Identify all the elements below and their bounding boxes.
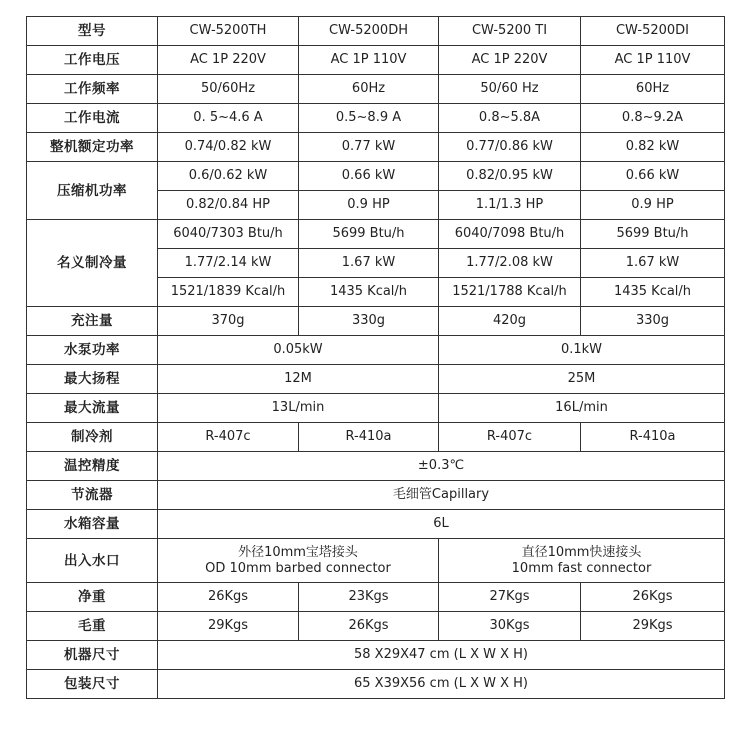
- row-label: 型号: [27, 17, 158, 46]
- row-label: 水泵功率: [27, 336, 158, 365]
- cell-value: 6L: [158, 510, 725, 539]
- row-refrigerant: [27, 423, 725, 452]
- cell-value: 26Kgs: [581, 583, 725, 612]
- row-label: 包装尺寸: [27, 670, 158, 699]
- cell-value: 0.1kW: [439, 336, 725, 365]
- cell-value: 13L/min: [158, 394, 439, 423]
- cell-value: 1.77/2.08 kW: [439, 249, 581, 278]
- row-voltage: [27, 46, 725, 75]
- row-label: 水箱容量: [27, 510, 158, 539]
- cell-value: 1.67 kW: [299, 249, 439, 278]
- cell-value: R-410a: [581, 423, 725, 452]
- cell-value: R-410a: [299, 423, 439, 452]
- row-label: 制冷剂: [27, 423, 158, 452]
- cell-value: 23Kgs: [299, 583, 439, 612]
- row-model: [27, 17, 725, 46]
- cell-value: 1521/1839 Kcal/h: [158, 278, 299, 307]
- cell-value: 0.74/0.82 kW: [158, 133, 299, 162]
- cell-value: 330g: [581, 307, 725, 336]
- cell-value: ±0.3℃: [158, 452, 725, 481]
- cell-value: 0.82/0.95 kW: [439, 162, 581, 191]
- cell-value: 1.77/2.14 kW: [158, 249, 299, 278]
- cell-value: 26Kgs: [158, 583, 299, 612]
- cell-value: 5699 Btu/h: [581, 220, 725, 249]
- cell-value: 60Hz: [299, 75, 439, 104]
- row-label: 净重: [27, 583, 158, 612]
- cell-value: 0.05kW: [158, 336, 439, 365]
- cell-value: 26Kgs: [299, 612, 439, 641]
- row-label: 工作频率: [27, 75, 158, 104]
- row-cooling-btu: [27, 220, 725, 249]
- cell-value: 0.77 kW: [299, 133, 439, 162]
- cell-value: 0.82/0.84 HP: [158, 191, 299, 220]
- cell-value: 1521/1788 Kcal/h: [439, 278, 581, 307]
- cell-value: 0. 5~4.6 A: [158, 104, 299, 133]
- cell-value: AC 1P 220V: [158, 46, 299, 75]
- row-frequency: [27, 75, 725, 104]
- connector-text-cn: 外径10mm宝塔接头: [238, 544, 358, 560]
- cell-value: 25M: [439, 365, 725, 394]
- cell-value: R-407c: [439, 423, 581, 452]
- cell-value: 50/60Hz: [158, 75, 299, 104]
- row-label: 压缩机功率: [27, 162, 158, 220]
- cell-value: 50/60 Hz: [439, 75, 581, 104]
- connector-text-en: 10mm fast connector: [511, 560, 652, 576]
- cell-value: 0.8~5.8A: [439, 104, 581, 133]
- cell-value: R-407c: [158, 423, 299, 452]
- row-label: 充注量: [27, 307, 158, 336]
- spec-table: [26, 16, 725, 699]
- row-label: 名义制冷量: [27, 220, 158, 307]
- cell-value: 0.9 HP: [581, 191, 725, 220]
- cell-value: 16L/min: [439, 394, 725, 423]
- cell-value: 0.6/0.62 kW: [158, 162, 299, 191]
- cell-value: AC 1P 110V: [299, 46, 439, 75]
- cell-value: 毛细管Capillary: [158, 481, 725, 510]
- connector-text-en: OD 10mm barbed connector: [205, 560, 391, 576]
- cell-value: 12M: [158, 365, 439, 394]
- row-current: [27, 104, 725, 133]
- cell-value: 1435 Kcal/h: [299, 278, 439, 307]
- model-name: CW-5200TH: [158, 17, 299, 46]
- cell-value: 0.77/0.86 kW: [439, 133, 581, 162]
- cell-value: 0.5~8.9 A: [299, 104, 439, 133]
- row-package-size: [27, 670, 725, 699]
- cell-value: 0.66 kW: [299, 162, 439, 191]
- cell-value: 0.9 HP: [299, 191, 439, 220]
- cell-value: 1.67 kW: [581, 249, 725, 278]
- model-name: CW-5200 TI: [439, 17, 581, 46]
- row-label: 机器尺寸: [27, 641, 158, 670]
- cell-value: 420g: [439, 307, 581, 336]
- row-charge: [27, 307, 725, 336]
- model-name: CW-5200DH: [299, 17, 439, 46]
- cell-value: 6040/7303 Btu/h: [158, 220, 299, 249]
- row-max-flow: [27, 394, 725, 423]
- cell-value: 58 X29X47 cm (L X W X H): [158, 641, 725, 670]
- cell-value: [158, 539, 439, 583]
- cell-value: 5699 Btu/h: [299, 220, 439, 249]
- cell-value: 27Kgs: [439, 583, 581, 612]
- row-precision: [27, 452, 725, 481]
- row-gross-weight: [27, 612, 725, 641]
- row-inlet-outlet: [27, 539, 725, 583]
- row-throttle: [27, 481, 725, 510]
- row-label: 出入水口: [27, 539, 158, 583]
- cell-value: 0.8~9.2A: [581, 104, 725, 133]
- cell-value: 29Kgs: [158, 612, 299, 641]
- cell-value: 60Hz: [581, 75, 725, 104]
- cell-value: 6040/7098 Btu/h: [439, 220, 581, 249]
- row-label: 温控精度: [27, 452, 158, 481]
- cell-value: 1435 Kcal/h: [581, 278, 725, 307]
- row-label: 节流器: [27, 481, 158, 510]
- row-machine-size: [27, 641, 725, 670]
- row-label: 工作电压: [27, 46, 158, 75]
- row-net-weight: [27, 583, 725, 612]
- cell-value: 370g: [158, 307, 299, 336]
- cell-value: AC 1P 110V: [581, 46, 725, 75]
- row-label: 整机额定功率: [27, 133, 158, 162]
- row-pump-power: [27, 336, 725, 365]
- connector-text-cn: 直径10mm快速接头: [521, 544, 642, 560]
- cell-value: 1.1/1.3 HP: [439, 191, 581, 220]
- cell-value: 0.66 kW: [581, 162, 725, 191]
- model-name: CW-5200DI: [581, 17, 725, 46]
- row-tank: [27, 510, 725, 539]
- cell-value: AC 1P 220V: [439, 46, 581, 75]
- row-label: 工作电流: [27, 104, 158, 133]
- cell-value: 330g: [299, 307, 439, 336]
- cell-value: [439, 539, 725, 583]
- cell-value: 29Kgs: [581, 612, 725, 641]
- row-rated-power: [27, 133, 725, 162]
- cell-value: 30Kgs: [439, 612, 581, 641]
- row-compressor-kw: [27, 162, 725, 191]
- row-max-head: [27, 365, 725, 394]
- row-label: 最大流量: [27, 394, 158, 423]
- cell-value: 0.82 kW: [581, 133, 725, 162]
- row-label: 毛重: [27, 612, 158, 641]
- row-label: 最大扬程: [27, 365, 158, 394]
- cell-value: 65 X39X56 cm (L X W X H): [158, 670, 725, 699]
